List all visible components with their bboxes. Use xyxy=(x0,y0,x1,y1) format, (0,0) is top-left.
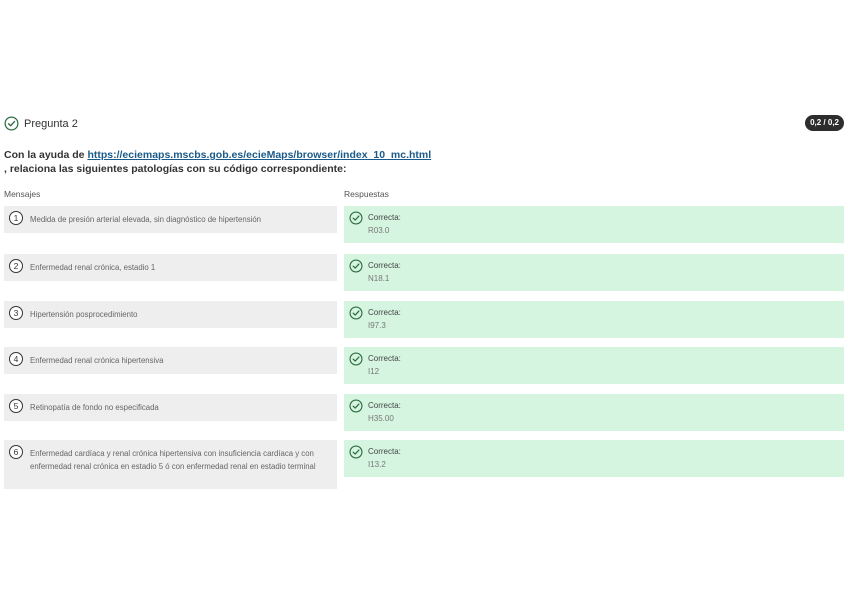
row-number: 1 xyxy=(9,211,23,225)
row-number: 3 xyxy=(9,306,23,320)
message-text: Enfermedad renal crónica hipertensiva xyxy=(30,356,164,365)
row-number: 6 xyxy=(9,445,23,459)
answer-code: N18.1 xyxy=(368,274,390,283)
answer-status: Correcta: xyxy=(368,213,401,222)
row-number: 5 xyxy=(9,399,23,413)
answers-column-label: Respuestas xyxy=(344,189,389,199)
answer-code: I97.3 xyxy=(368,321,386,330)
prompt-prefix: Con la ayuda de xyxy=(4,149,88,161)
answer-code: I12 xyxy=(368,367,380,376)
answer-status: Correcta: xyxy=(368,354,401,363)
message-text: Retinopatía de fondo no especificada xyxy=(30,403,159,412)
messages-column-label: Mensajes xyxy=(4,189,41,199)
answer-box xyxy=(344,440,844,477)
message-box xyxy=(4,440,337,489)
message-box xyxy=(4,394,337,421)
answer-box xyxy=(344,394,844,431)
check-circle-icon xyxy=(4,116,19,131)
check-circle-icon xyxy=(349,445,363,459)
prompt-link[interactable]: https://eciemaps.mscbs.gob.es/ecieMaps/browser/index_10_mc.html xyxy=(87,149,432,161)
answer-box xyxy=(344,347,844,384)
message-box xyxy=(4,301,337,328)
message-text: Enfermedad cardíaca y renal crónica hipertensiva con insuficiencia cardíaca y con enfermedad renal crónica en estadio 5 ó con enfermedad renal en estadio terminal xyxy=(30,449,316,471)
answer-status: Correcta: xyxy=(368,308,401,317)
answer-status: Correcta: xyxy=(368,401,401,410)
check-circle-icon xyxy=(349,399,363,413)
answer-status: Correcta: xyxy=(368,447,401,456)
row-number: 2 xyxy=(9,259,23,273)
answer-code: R03.0 xyxy=(368,226,390,235)
prompt-suffix: , relaciona las siguientes patologías con su código correspondiente: xyxy=(4,163,347,175)
message-box xyxy=(4,206,337,233)
question-prompt xyxy=(4,148,844,176)
message-box xyxy=(4,347,337,374)
message-box xyxy=(4,254,337,281)
score-badge: 0,2 / 0,2 xyxy=(805,115,844,131)
check-circle-icon xyxy=(349,259,363,273)
answer-box xyxy=(344,206,844,243)
check-circle-icon xyxy=(349,352,363,366)
answer-box xyxy=(344,301,844,338)
check-circle-icon xyxy=(349,306,363,320)
message-text: Hipertensión posprocedimiento xyxy=(30,310,138,319)
answer-status: Correcta: xyxy=(368,261,401,270)
answer-box xyxy=(344,254,844,291)
row-number: 4 xyxy=(9,352,23,366)
answer-code: H35.00 xyxy=(368,414,394,423)
question-header xyxy=(4,116,844,132)
message-text: Medida de presión arterial elevada, sin diagnóstico de hipertensión xyxy=(30,215,262,224)
answer-code: I13.2 xyxy=(368,460,386,469)
question-title: Pregunta 2 xyxy=(24,118,78,130)
check-circle-icon xyxy=(349,211,363,225)
message-text: Enfermedad renal crónica, estadio 1 xyxy=(30,263,156,272)
